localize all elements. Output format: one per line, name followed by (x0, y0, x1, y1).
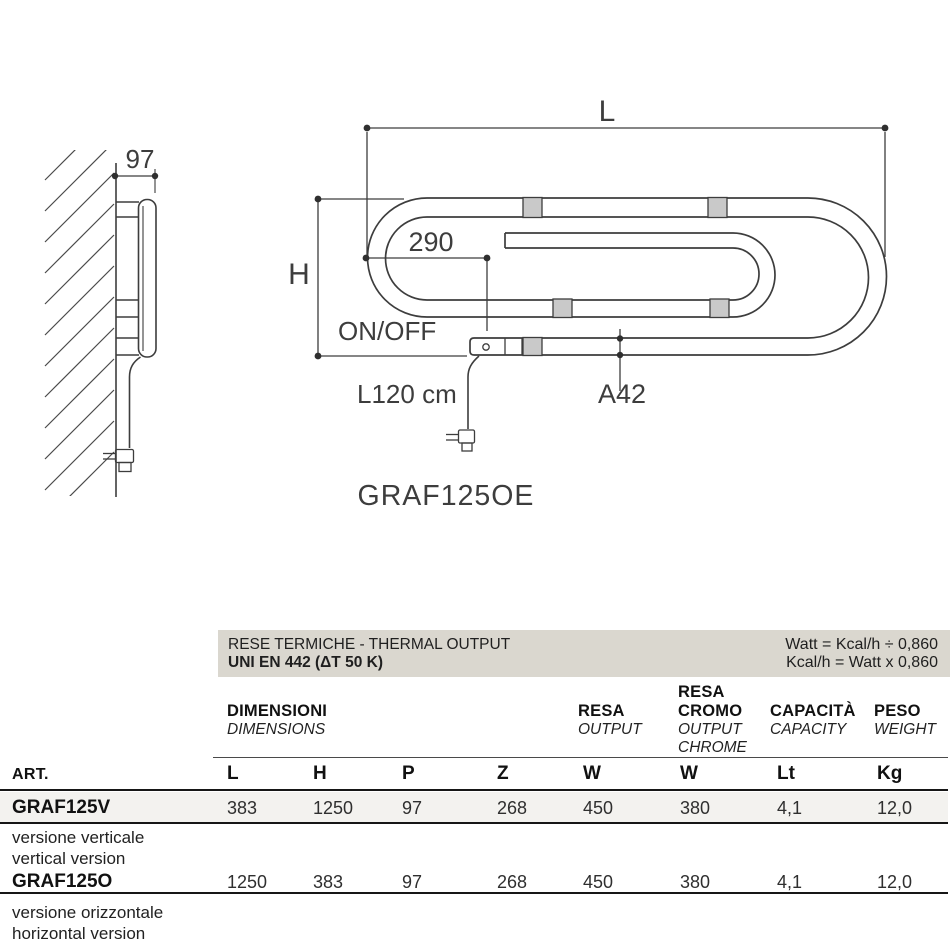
col-group-capacity (770, 702, 856, 739)
unit-W2: W (680, 763, 698, 784)
row-art-graf125o: GRAF125O (12, 871, 113, 892)
art-column-label: ART. (12, 766, 49, 783)
row-note-horizontal (12, 902, 163, 944)
group-dim-it: DIMENSIONI (227, 702, 328, 720)
thermal-output-band (218, 630, 950, 677)
dim-element-label: A42 (598, 379, 647, 409)
cell: 1250 (227, 872, 268, 892)
table-rule-1 (0, 789, 948, 791)
model-label: GRAF125OE (357, 480, 535, 512)
dim-height-label: H (288, 258, 310, 291)
onoff-label: ON/OFF (338, 316, 437, 346)
cell: 268 (497, 798, 528, 818)
cell: 380 (680, 798, 711, 818)
group-cromo-it1: RESA (678, 683, 725, 701)
power-cable-side (130, 357, 141, 448)
unit-Z: Z (497, 763, 509, 784)
unit-H: H (313, 763, 327, 784)
cell: 4,1 (777, 872, 803, 892)
group-resa-en: OUTPUT (578, 721, 642, 738)
group-cromo-it2: CROMO (678, 702, 743, 720)
dim-inner-label: 290 (408, 227, 454, 257)
dim-length-label: L (598, 95, 616, 128)
table-rule-top (213, 757, 948, 758)
cable-length-label: L120 cm (357, 379, 457, 409)
onoff-indicator (483, 344, 489, 350)
unit-W1: W (583, 763, 601, 784)
table-rule-3 (0, 892, 948, 894)
unit-P: P (402, 763, 415, 784)
group-cap-it: CAPACITÀ (770, 702, 856, 720)
mounting-brackets (523, 198, 729, 356)
cell: 12,0 (877, 798, 913, 818)
group-peso-it: PESO (874, 702, 921, 720)
row-shade (0, 792, 948, 822)
wall-bracket-lines (116, 202, 139, 355)
band-formula-1: Watt = Kcal/h ÷ 0,860 (785, 635, 938, 653)
row-art-graf125v: GRAF125V (12, 797, 111, 818)
col-group-output-chrome (678, 683, 747, 757)
group-peso-en: WEIGHT (874, 721, 936, 738)
cell: 97 (402, 798, 423, 818)
col-group-output (578, 702, 642, 739)
side-view-radiator (103, 163, 156, 497)
heating-element-bar (470, 338, 808, 355)
unit-L: L (227, 763, 239, 784)
group-dim-en: DIMENSIONS (227, 721, 326, 738)
cell: 383 (227, 798, 258, 818)
band-formula-2: Kcal/h = Watt x 0,860 (786, 653, 938, 671)
cell: 97 (402, 872, 423, 892)
note-en: horizontal version (12, 924, 146, 943)
col-group-dimensions (227, 702, 327, 739)
cell: 1250 (313, 798, 354, 818)
band-norm: UNI EN 442 (ΔT 50 K) (228, 653, 383, 671)
cell: 450 (583, 872, 614, 892)
cell: 12,0 (877, 872, 913, 892)
unit-Lt: Lt (777, 763, 795, 784)
cell: 383 (313, 872, 344, 892)
note-it: versione orizzontale (12, 903, 164, 922)
unit-Kg: Kg (877, 763, 903, 784)
note-en: vertical version (12, 849, 126, 868)
band-title: RESE TERMICHE - THERMAL OUTPUT (228, 635, 511, 653)
radiator-tube (368, 198, 887, 355)
group-cromo-en1: OUTPUT (678, 721, 742, 738)
col-group-weight (874, 702, 936, 739)
group-cap-en: CAPACITY (770, 721, 847, 738)
note-it: versione verticale (12, 828, 145, 847)
plug-front (446, 430, 475, 451)
cell: 450 (583, 798, 614, 818)
cell: 4,1 (777, 798, 803, 818)
table-rule-2 (0, 822, 948, 824)
group-resa-it: RESA (578, 702, 625, 720)
plug-side (103, 450, 134, 472)
group-cromo-en2: CHROME (678, 739, 747, 756)
cell: 380 (680, 872, 711, 892)
cell: 268 (497, 872, 528, 892)
dim-depth-label: 97 (125, 144, 155, 174)
row-note-vertical (12, 827, 144, 869)
